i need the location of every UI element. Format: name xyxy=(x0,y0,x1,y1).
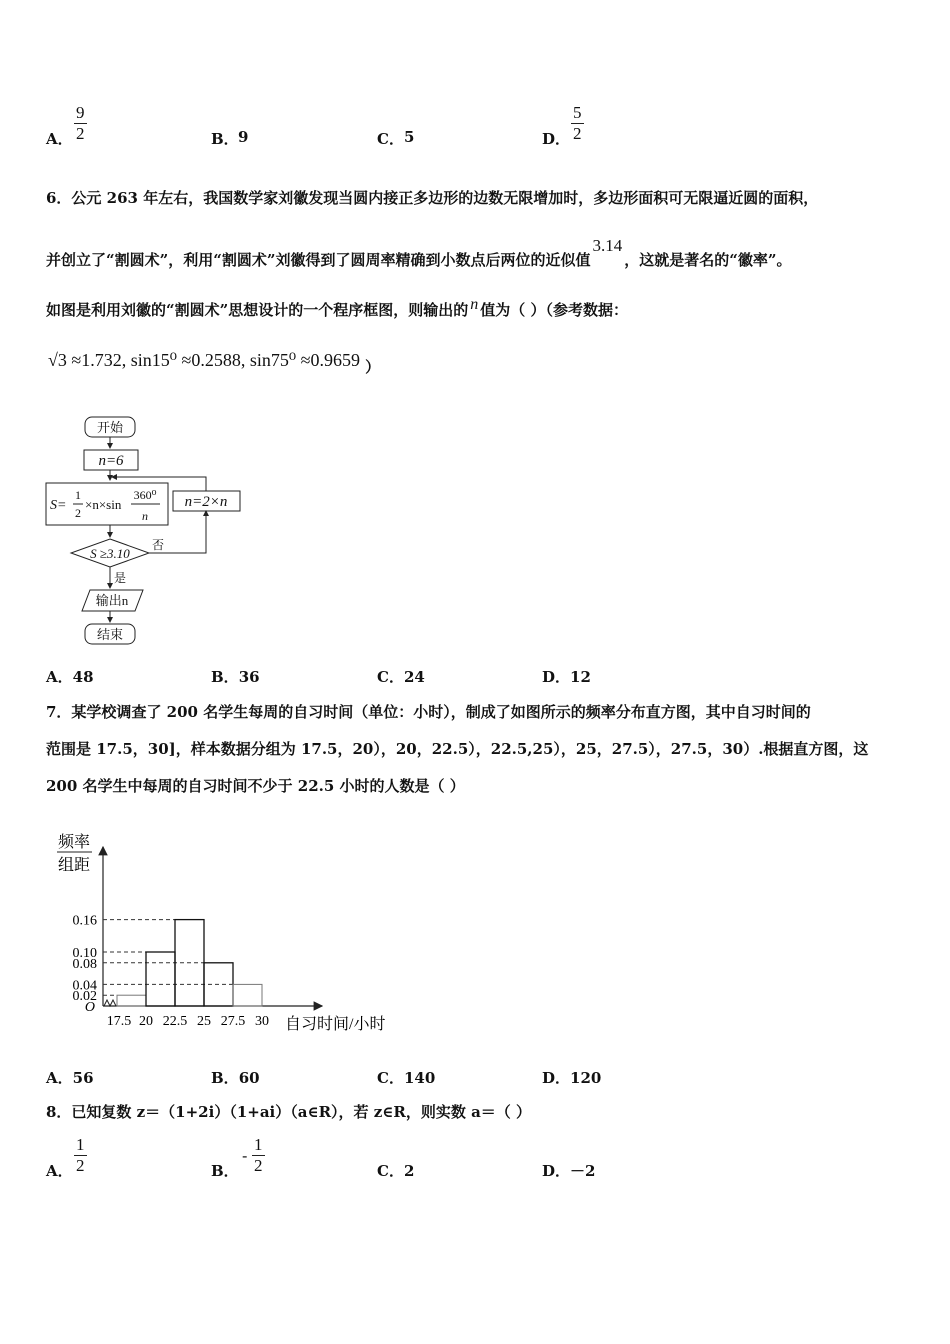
q7-line-1: 7．某学校调查了 200 名学生每周的自习时间（单位：小时），制成了如图所示的频率分布直方图，其中自习时间的 xyxy=(46,703,811,721)
q8-option-d: D．－2 xyxy=(542,1162,596,1180)
flow-output-text: 输出n xyxy=(95,593,129,608)
pi-approx: 3.14 xyxy=(592,236,623,255)
flow-yes-label: 是 xyxy=(114,571,127,585)
flow-no-label: 否 xyxy=(152,538,165,552)
origin-label: O xyxy=(84,1000,95,1015)
q5-option-b-value: 9 xyxy=(238,128,249,146)
y-axis-label-bottom: 组距 xyxy=(57,857,91,874)
q6-reference-data xyxy=(48,350,381,376)
reference-values: √3 ≈1.732, sin15⁰ ≈0.2588, sin75⁰ ≈0.9659 xyxy=(48,350,360,370)
y-tick-label: 0.02 xyxy=(72,989,97,1005)
program-flowchart xyxy=(40,410,260,650)
q6-line-3-b: 值为（ ）（参考数据： xyxy=(480,301,628,319)
flow-formula-angle-den: n xyxy=(142,509,148,523)
histogram-bar-2 xyxy=(146,952,175,1006)
q5-option-b-label: B． xyxy=(211,130,239,148)
y-tick-label: 0.08 xyxy=(72,956,97,972)
q7-line-3: 200 名学生中每周的自习时间不少于 22.5 小时的人数是（ ） xyxy=(46,777,465,795)
flow-start-text: 开始 xyxy=(96,420,124,435)
q7-line-2: 范围是 17.5，30]，样本数据分组为 17.5，20），20，22.5），22.5,25），25，27.5），27.5，30）.根据直方图，这 xyxy=(46,740,869,758)
q6-option-b: B．36 xyxy=(211,668,260,686)
q6-line-2-a: 并创立了“割圆术”，利用“割圆术”刘徽得到了圆周率精确到小数点后两位的近似值 xyxy=(46,251,591,269)
flow-formula-mid: ×n×sin xyxy=(85,497,122,512)
y-tick-label: 0.10 xyxy=(72,946,97,961)
x-tick-label: 22.5 xyxy=(162,1014,188,1029)
flow-update-text: n=2×n xyxy=(184,494,228,510)
q7-option-b: B．60 xyxy=(211,1069,260,1087)
q6-line-3 xyxy=(46,296,628,320)
flow-formula-s: S= xyxy=(50,498,67,513)
q8-option-b-minus: - xyxy=(242,1146,248,1165)
flow-formula-half-den: 2 xyxy=(75,506,81,520)
x-tick-label: 30 xyxy=(255,1014,269,1029)
reference-close-paren: ） xyxy=(365,358,381,376)
q8-option-b-fraction: 1 2 xyxy=(254,1135,263,1175)
q5-option-d-label: D． xyxy=(542,130,571,148)
frequency-histogram xyxy=(40,825,410,1040)
q5-option-c-label: C． xyxy=(377,130,404,148)
histogram-bar-1 xyxy=(117,995,146,1006)
q7-option-a: A．56 xyxy=(46,1069,94,1087)
flow-formula-angle-num: 360⁰ xyxy=(133,488,157,502)
flow-formula-half-num: 1 xyxy=(75,488,81,502)
histogram-bar-5 xyxy=(233,984,262,1006)
flow-end-text: 结束 xyxy=(96,627,124,642)
q8-line-1: 8．已知复数 z＝（1+2i）（1+ai）（a∈R），若 z∈R，则实数 a＝（ ） xyxy=(46,1103,532,1121)
y-tick-label: 0.04 xyxy=(72,978,97,994)
q5-option-a-fraction: 9 2 xyxy=(76,103,85,143)
q6-line-1: 6．公元 263 年左右，我国数学家刘徽发现当圆内接正多边形的边数无限增加时，多边形面积可无限逼近圆的面积， xyxy=(46,189,819,207)
q8-option-a-label: A． xyxy=(46,1162,73,1180)
q8-option-a-fraction: 1 2 xyxy=(76,1135,85,1175)
x-tick-label: 20 xyxy=(139,1014,153,1029)
x-tick-label: 17.5 xyxy=(106,1014,132,1029)
q6-option-c: C．24 xyxy=(377,668,425,686)
flow-condition-text: S ≥3.10 xyxy=(90,546,130,561)
q5-option-c-value: 5 xyxy=(404,128,415,146)
flow-init-text: n=6 xyxy=(98,453,124,469)
q7-option-c: C．140 xyxy=(377,1069,436,1087)
x-tick-label: 27.5 xyxy=(220,1014,246,1029)
y-tick-label: 0.16 xyxy=(72,913,97,929)
q6-line-3-a: 如图是利用刘徽的“割圆术”思想设计的一个程序框图，则输出的 xyxy=(46,301,469,319)
q7-option-d: D．120 xyxy=(542,1069,602,1087)
q6-option-d: D．12 xyxy=(542,668,591,686)
q6-option-a: A．48 xyxy=(46,668,94,686)
q8-option-c: C．2 xyxy=(377,1162,415,1180)
y-axis-label-top: 频率 xyxy=(57,834,91,851)
var-n: n xyxy=(470,296,479,313)
x-axis-label: 自习时间/小时 xyxy=(285,1016,386,1033)
x-tick-label: 25 xyxy=(197,1014,211,1029)
q6-line-2 xyxy=(46,236,792,270)
q5-option-d-fraction: 5 2 xyxy=(573,103,582,143)
q8-option-b-label: B． xyxy=(211,1162,239,1180)
q5-option-a-label: A． xyxy=(46,130,73,148)
axis-break-zigzag xyxy=(104,1000,116,1006)
q6-line-2-b: ，这就是著名的“徽率”。 xyxy=(624,251,792,269)
